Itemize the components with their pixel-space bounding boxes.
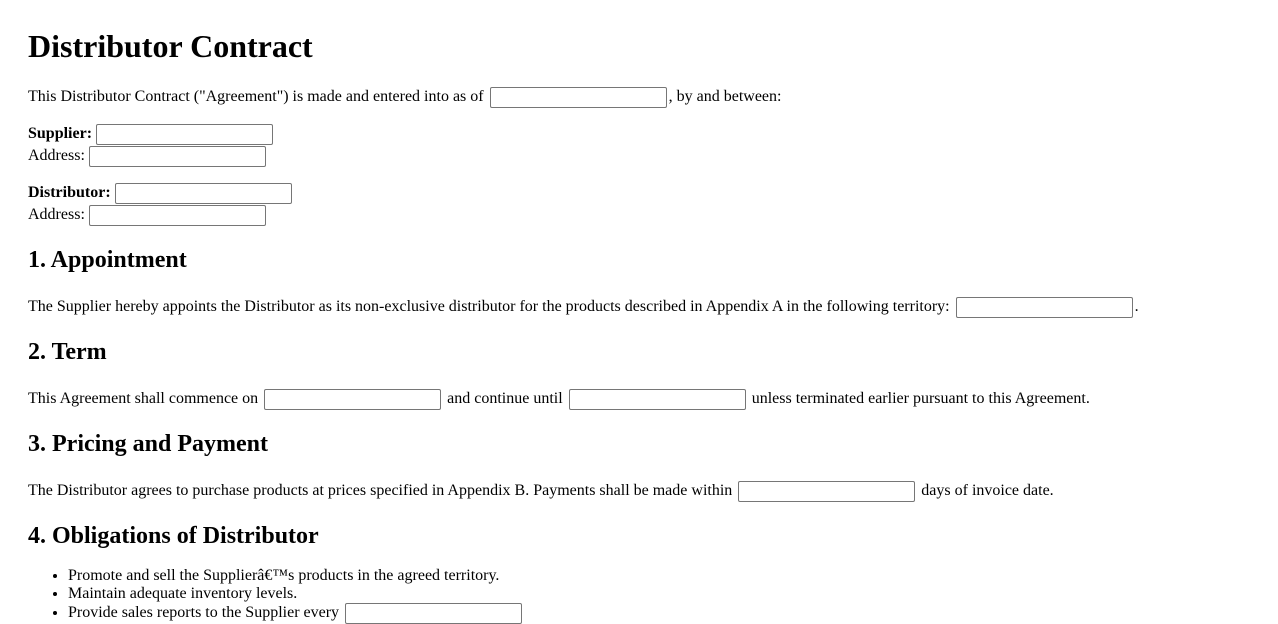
section-body-term bbox=[28, 389, 1250, 410]
section-title-appointment: 1. Appointment bbox=[28, 247, 187, 273]
appointment-text-after: . bbox=[1134, 298, 1139, 316]
section-title-obligations: 4. Obligations of Distributor bbox=[28, 523, 319, 549]
list-item: • Promote and sell the Supplierâ€™s products in the agreed territory. bbox=[68, 567, 1250, 585]
territory-input[interactable] bbox=[956, 297, 1133, 318]
section-body-pricing bbox=[28, 481, 1250, 502]
payment-days-input[interactable] bbox=[738, 481, 915, 502]
section-title-term: 2. Term bbox=[28, 339, 107, 365]
distributor-address-label: Address: bbox=[28, 206, 85, 223]
page-title: Distributor Contract bbox=[28, 28, 313, 64]
supplier-address-input[interactable] bbox=[89, 146, 266, 167]
start-date-input[interactable] bbox=[264, 389, 441, 410]
supplier-address-label: Address: bbox=[28, 147, 85, 164]
intro-paragraph bbox=[28, 87, 1250, 108]
list-item: • Maintain adequate inventory levels. bbox=[68, 585, 1250, 603]
term-text-3: unless terminated earlier pursuant to this Agreement. bbox=[747, 390, 1090, 408]
pricing-text-before: The Distributor agrees to purchase products at prices specified in Appendix B. Payments shall be made within bbox=[28, 482, 737, 500]
appointment-text-before: The Supplier hereby appoints the Distributor as its non-exclusive distributor for the products described in Appendix A in the following territory: bbox=[28, 298, 954, 316]
pricing-text-after: days of invoice date. bbox=[917, 482, 1054, 500]
distributor-address-input[interactable] bbox=[89, 205, 266, 226]
supplier-block bbox=[28, 123, 1250, 167]
distributor-label: Distributor: bbox=[28, 184, 111, 201]
intro-text-before: This Distributor Contract ("Agreement") is made and entered into as of bbox=[28, 88, 488, 106]
intro-text-after: , by and between: bbox=[668, 88, 782, 106]
section-body-appointment bbox=[28, 297, 1250, 318]
list-item bbox=[68, 603, 1250, 624]
supplier-name-input[interactable] bbox=[96, 124, 273, 145]
obligations-list bbox=[28, 567, 1250, 624]
report-frequency-text: Provide sales reports to the Supplier every bbox=[68, 604, 344, 622]
report-frequency-input[interactable] bbox=[345, 603, 522, 624]
term-text-2: and continue until bbox=[443, 390, 567, 408]
distributor-name-input[interactable] bbox=[115, 183, 292, 204]
section-title-pricing: 3. Pricing and Payment bbox=[28, 431, 268, 457]
distributor-block bbox=[28, 182, 1250, 226]
supplier-label: Supplier: bbox=[28, 125, 93, 142]
end-date-input[interactable] bbox=[569, 389, 746, 410]
agreement-date-input[interactable] bbox=[490, 87, 667, 108]
term-text-1: This Agreement shall commence on bbox=[28, 390, 263, 408]
